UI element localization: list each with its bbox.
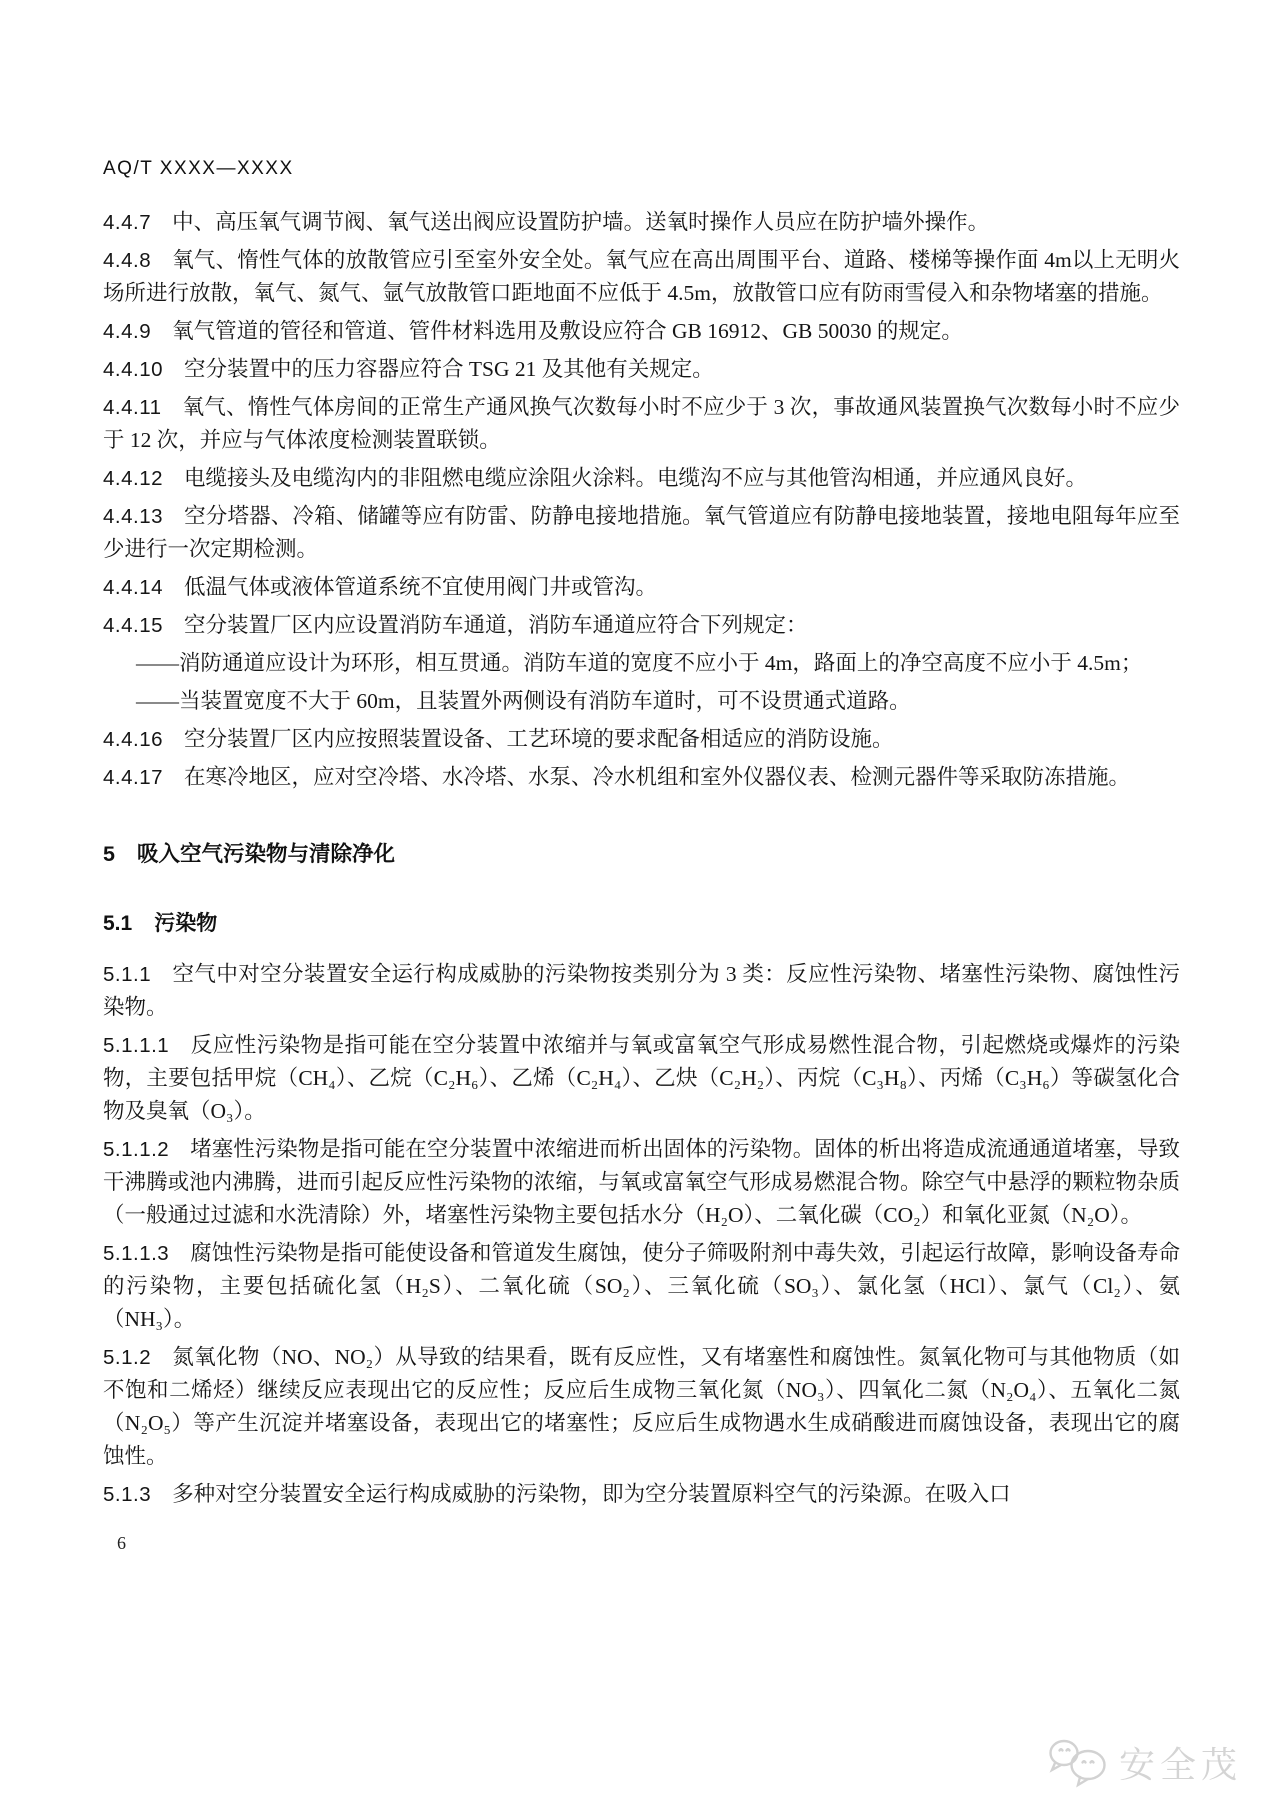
clause-text: 氮氧化物（NO、NO₂）从导致的结果看，既有反应性，又有堵塞性和腐蚀性。氮氧化物可与其他物质（如不饱和二烯烃）继续反应表现出它的反应性；反应后生成物三氧化氮（NO₃）、四氧化二氮（N₂O₄）、五氧化二氮（N₂O₅）等产生沉淀并堵塞设备，表现出它的堵塞性；反应后生成物遇水生成硝酸进而腐蚀设备，表现出它的腐蚀性。: [103, 1345, 1180, 1468]
watermark: [1047, 1737, 1242, 1788]
section-number: 5: [103, 842, 115, 866]
clause-4-4-16: [103, 723, 1180, 756]
clause-text: 空分装置厂区内应按照装置设备、工艺环境的要求配备相适应的消防设施。: [184, 727, 894, 751]
clause-4-4-13: [103, 500, 1180, 566]
dash-list-item-device-width: ——当装置宽度不大于 60m，且装置外两侧设有消防车道时，可不设贯通式道路。: [136, 689, 911, 713]
clause-5-1-3: [103, 1478, 1180, 1511]
clause-number: 5.1.1: [103, 963, 152, 986]
clause-4-4-9: [103, 315, 1180, 348]
clause-text: 多种对空分装置安全运行构成威胁的污染物，即为空分装置原料空气的污染源。在吸入口: [172, 1482, 1011, 1506]
clause-number: 4.4.8: [103, 249, 152, 272]
section-title: 污染物: [154, 912, 218, 935]
clause-text: 腐蚀性污染物是指可能使设备和管道发生腐蚀，使分子筛吸附剂中毒失效，引起运行故障，影响设备寿命的污染物，主要包括硫化氢（H₂S）、二氧化硫（SO₂）、三氧化硫（SO₃）、氯化氢（HCl）、氯气（Cl₂）、氨（NH₃）。: [103, 1241, 1180, 1331]
clause-number: 5.1.1.1: [103, 1034, 170, 1057]
clause-number: 4.4.10: [103, 358, 163, 381]
section-title: 吸入空气污染物与清除净化: [136, 842, 395, 866]
clause-number: 4.4.12: [103, 467, 163, 490]
clause-4-4-11: [103, 391, 1180, 457]
clause-text: 氧气管道的管径和管道、管件材料选用及敷设应符合 GB 16912、GB 50030 的规定。: [172, 319, 963, 343]
clause-text: 中、高压氧气调节阀、氧气送出阀应设置防护墙。送氧时操作人员应在防护墙外操作。: [172, 210, 990, 234]
clause-number: 5.1.2: [103, 1346, 152, 1369]
section-number: 5.1: [103, 912, 133, 935]
clause-5-1-1-3: [103, 1237, 1180, 1336]
dash-list-item-fire-lane-ring: ——消防通道应设计为环形，相互贯通。消防车道的宽度不应小于 4m，路面上的净空高度不应小于 4.5m；: [136, 651, 1143, 675]
clause-text: 堵塞性污染物是指可能在空分装置中浓缩进而析出固体的污染物。固体的析出将造成流通通道堵塞，导致干沸腾或池内沸腾，进而引起反应性污染物的浓缩，与氧或富氧空气形成易燃混合物。除空气中悬浮的颗粒物杂质（一般通过过滤和水洗清除）外，堵塞性污染物主要包括水分（H₂O）、二氧化碳（CO₂）和氧化亚氮（N₂O）。: [103, 1137, 1180, 1227]
clause-number: 4.4.17: [103, 766, 163, 789]
chat-bubbles-icon: [1047, 1738, 1109, 1788]
clause-number: 4.4.9: [103, 320, 152, 343]
clause-text: 空分塔器、冷箱、储罐等应有防雷、防静电接地措施。氧气管道应有防静电接地装置，接地电阻每年应至少进行一次定期检测。: [103, 504, 1180, 561]
clause-text: 氧气、惰性气体的放散管应引至室外安全处。氧气应在高出周围平台、道路、楼梯等操作面 4m以上无明火场所进行放散，氧气、氮气、氩气放散管口距地面不应低于 4.5m，放散管口应有防雨雪侵入和杂物堵塞的措施。: [103, 248, 1180, 305]
clause-4-4-8: [103, 244, 1180, 310]
clause-text: 空分装置厂区内应设置消防车通道，消防车通道应符合下列规定：: [184, 613, 808, 637]
section-5-1-heading: [103, 907, 1180, 940]
watermark-text: 安全茂: [1118, 1744, 1242, 1785]
clause-5-1-1: [103, 958, 1180, 1024]
clause-text: 空气中对空分装置安全运行构成威胁的污染物按类别分为 3 类：反应性污染物、堵塞性污染物、腐蚀性污染物。: [103, 962, 1180, 1019]
clause-text: 反应性污染物是指可能在空分装置中浓缩并与氧或富氧空气形成易燃性混合物，引起燃烧或爆炸的污染物，主要包括甲烷（CH₄）、乙烷（C₂H₆）、乙烯（C₂H₄）、乙炔（C₂H₂）、丙烷（C₃H₈）、丙烯（C₃H₆）等碳氢化合物及臭氧（O₃）。: [103, 1033, 1180, 1123]
clause-5-1-1-1: [103, 1029, 1180, 1128]
clause-number: 4.4.15: [103, 614, 163, 637]
page-content: [103, 158, 1180, 1554]
clause-4-4-7: [103, 206, 1180, 239]
clause-number: 4.4.13: [103, 505, 163, 528]
clause-number: 5.1.1.3: [103, 1242, 170, 1265]
page-number: 6: [117, 1533, 126, 1553]
clause-number: 4.4.11: [103, 396, 162, 419]
clause-4-4-17: [103, 761, 1180, 794]
clause-text: 氧气、惰性气体房间的正常生产通风换气次数每小时不应少于 3 次，事故通风装置换气次数每小时不应少于 12 次，并应与气体浓度检测装置联锁。: [103, 395, 1180, 452]
section-5-heading: [103, 838, 1180, 871]
clause-number: 5.1.1.2: [103, 1138, 170, 1161]
clause-4-4-14: [103, 571, 1180, 604]
clause-number: 5.1.3: [103, 1483, 152, 1506]
clause-text: 空分装置中的压力容器应符合 TSG 21 及其他有关规定。: [184, 357, 714, 381]
clause-number: 4.4.14: [103, 576, 163, 599]
clause-4-4-15: [103, 609, 1180, 642]
clause-text: 在寒冷地区，应对空冷塔、水冷塔、水泵、冷水机组和室外仪器仪表、检测元器件等采取防冻措施。: [184, 765, 1131, 789]
clause-4-4-10: [103, 353, 1180, 386]
clause-5-1-2: [103, 1341, 1180, 1473]
clause-number: 4.4.16: [103, 728, 163, 751]
clause-text: 低温气体或液体管道系统不宜使用阀门井或管沟。: [184, 575, 658, 599]
clause-4-4-12: [103, 462, 1180, 495]
document-number-header: AQ/T XXXX—XXXX: [103, 158, 294, 179]
clause-number: 4.4.7: [103, 211, 152, 234]
clause-5-1-1-2: [103, 1133, 1180, 1232]
clause-text: 电缆接头及电缆沟内的非阻燃电缆应涂阻火涂料。电缆沟不应与其他管沟相通，并应通风良好。: [184, 466, 1088, 490]
